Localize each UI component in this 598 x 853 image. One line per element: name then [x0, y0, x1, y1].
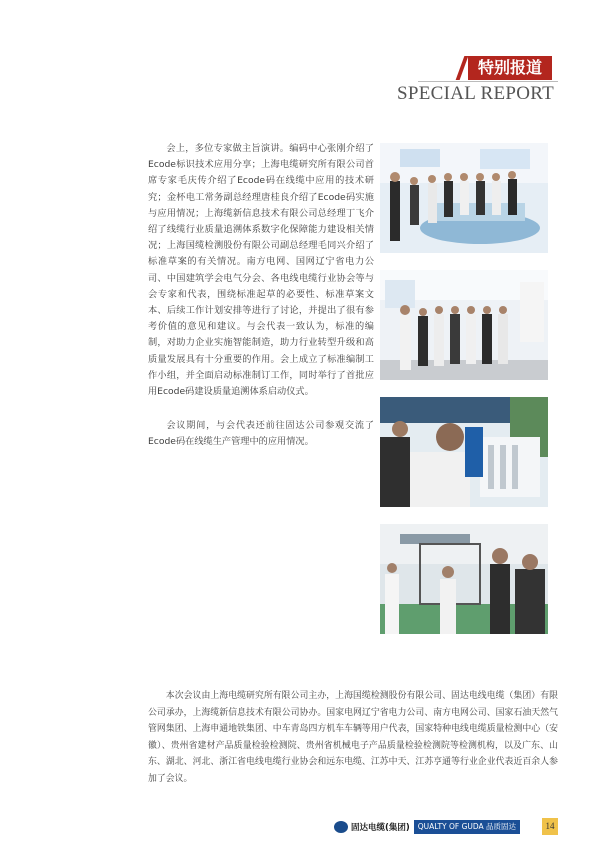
- section-tag: 特别报道: [468, 56, 552, 80]
- page-number: 14: [542, 818, 558, 835]
- photo-exhibition-hall: [380, 143, 548, 253]
- article-column: [148, 141, 374, 451]
- section-subtitle: SPECIAL REPORT: [396, 83, 554, 104]
- footer-slogan: QUALTY OF GUDA 品质固达: [414, 820, 520, 834]
- footer-bar: [334, 820, 538, 834]
- photo-factory-tour: [380, 524, 548, 634]
- header-rule: [418, 81, 558, 82]
- article-paragraph: 会上，多位专家做主旨演讲。编码中心张刚介绍了Ecode标识技术应用分享；上海电缆研究所有限公司首席专家毛庆传介绍了Ecode码在线缆中应用的技术研究；金杯电工常务副总经理唐桂良介绍了Ecode码实施与应用情况；上海缆新信息技术有限公司总经理丁飞介绍了线缆行业质量追溯体系数字化保障能力建设相关情况；上海国缆检测股份有限公司副总经理毛同兴介绍了标准草案的有关情况。南方电网、国网辽宁省电力公司、中国建筑学会电气分会、各电线电缆行业协会等与会专家和代表，围绕标准起草的必要性、标准草案文本、后续工作计划安排等进行了讨论，并提出了很有参考价值的意见和建议。与会代表一致认为，标准的编制，对助力企业实施智能制造，助力行业转型升级和高质量发展具有十分重要的作用。会上成立了标准编制工作小组，并全面启动标准制订工作，同时举行了首批应用Ecode码建设质量追溯体系启动仪式。: [148, 143, 374, 398]
- article-paragraph: 会议期间，与会代表还前往固达公司参观交流了Ecode码在线缆生产管理中的应用情况。: [148, 420, 374, 448]
- summary-paragraph: 本次会议由上海电缆研究所有限公司主办，上海国缆检测股份有限公司、固达电线电缆（集团）有限公司承办，上海缆新信息技术有限公司协办。国家电网辽宁省电力公司、南方电网公司、国家石油天然气管网集团、上海申通地铁集团、中车青岛四方机车车辆等用户代表，国家特种电线电缆质量检测中心（安徽）、贵州省建材产品质量检验检测院、贵州省机械电子产品质量检验检测院等检测机构，以及广东、山东、湖北、河北、浙江省电线电缆行业协会和远东电缆、江苏中天、江苏亨通等行业企业代表近百余人参加了会议。: [148, 691, 558, 784]
- company-logo-text: 固达电缆(集团): [351, 823, 410, 833]
- header-tag-accent: [456, 56, 469, 80]
- article-summary: [148, 688, 558, 787]
- photo-group-visit: [380, 270, 548, 380]
- photo-cable-inspection: [380, 397, 548, 507]
- company-logo-icon: [334, 821, 348, 833]
